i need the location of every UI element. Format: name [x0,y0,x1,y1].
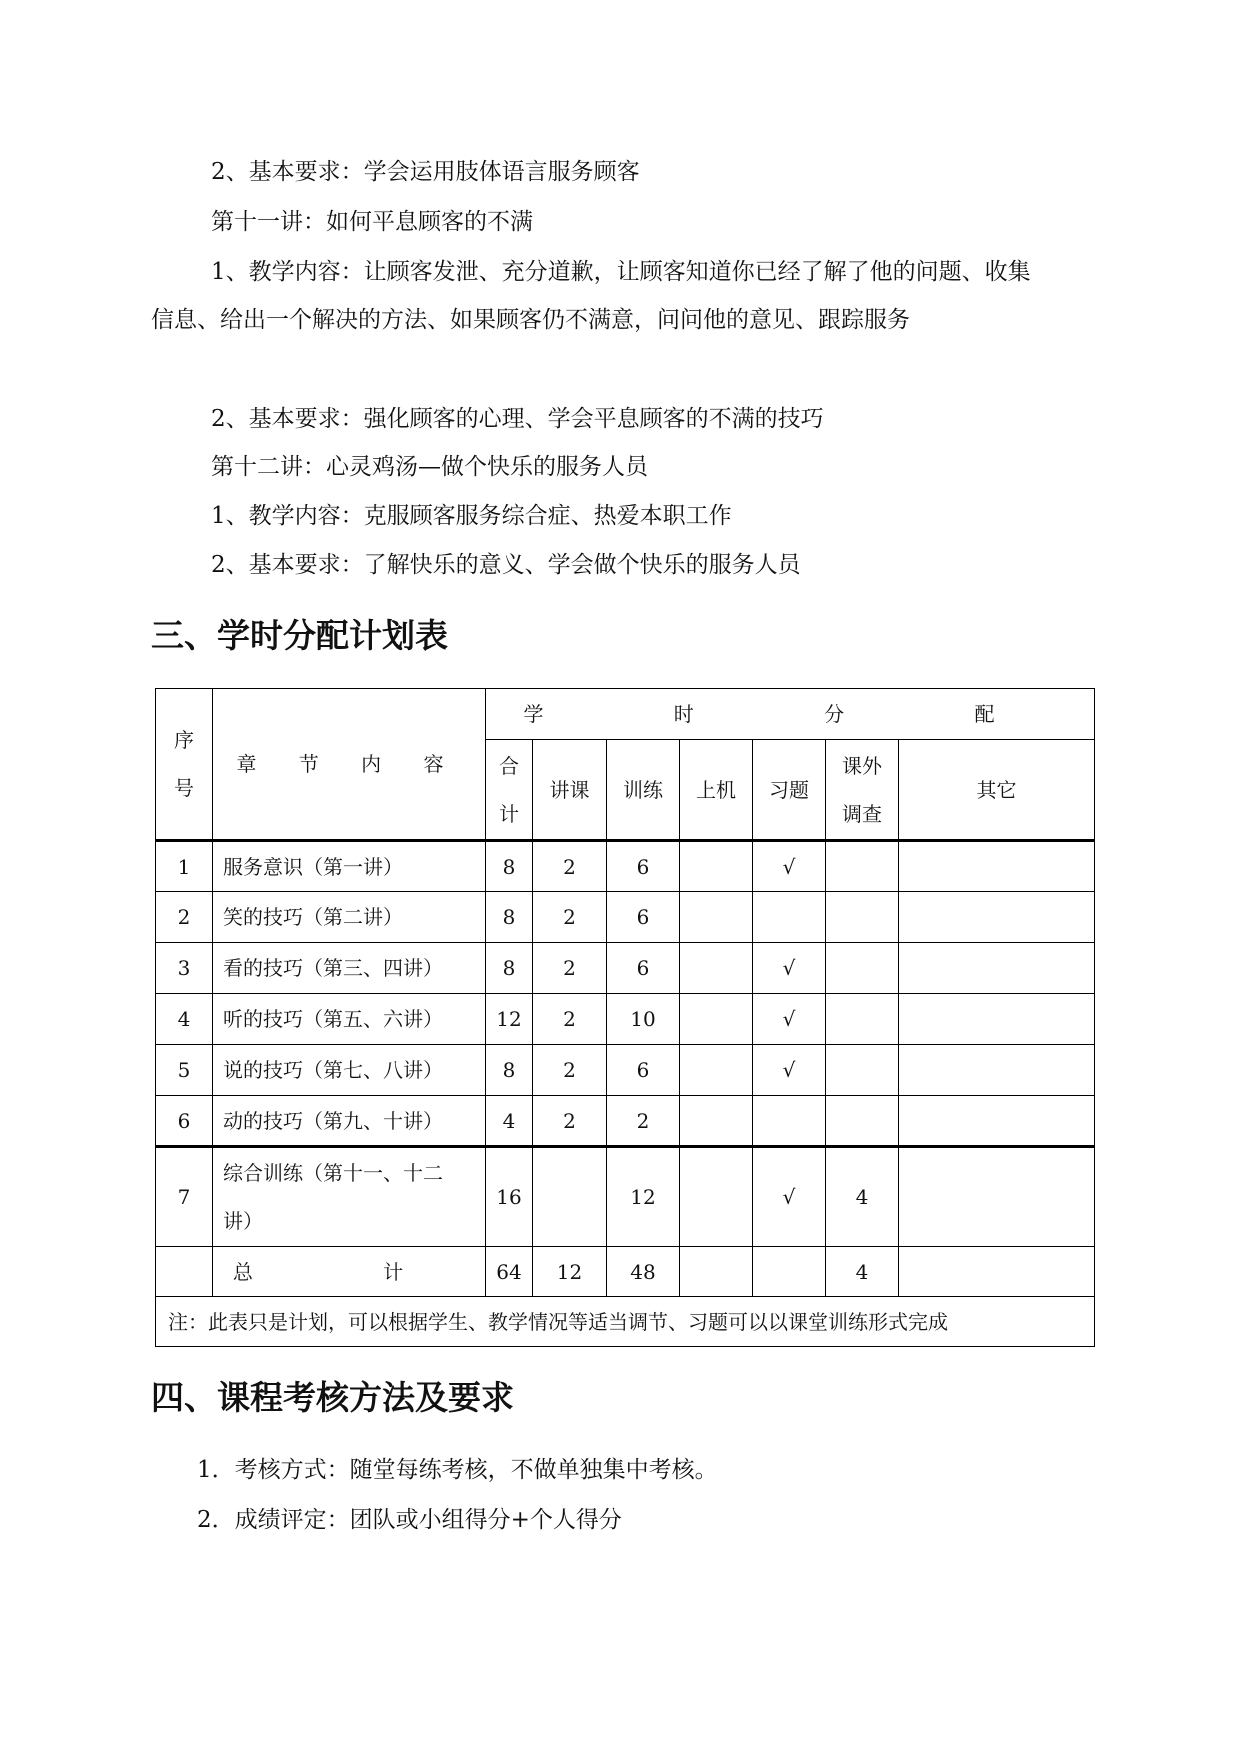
table-row: 3 看的技巧（第三、四讲） 8 2 6 √ [156,943,1095,994]
paragraph: 2、基本要求：强化顾客的心理、学会平息顾客的不满的技巧 [211,406,824,432]
section-heading: 三、学时分配计划表 [151,616,448,655]
header-exercise: 习题 [753,740,826,841]
table-row: 7 综合训练（第十一、十二讲） 16 12 √ 4 [156,1147,1095,1247]
header-survey: 课外调查 [826,740,899,841]
table-row: 1 服务意识（第一讲） 8 2 6 √ [156,841,1095,892]
header-lecture: 讲课 [533,740,607,841]
paragraph: 第十一讲：如何平息顾客的不满 [211,209,533,235]
header-computer: 上机 [680,740,753,841]
check-mark: √ [753,1045,826,1096]
header-content: 章 节 内 容 [213,689,486,841]
header-total: 合计 [486,740,533,841]
table-row: 5 说的技巧（第七、八讲） 8 2 6 √ [156,1045,1095,1096]
check-mark: √ [753,1147,826,1247]
list-item: 1．考核方式：随堂每练考核，不做单独集中考核。 [197,1457,718,1483]
table-note-row [156,1297,1095,1347]
schedule-table [155,688,1095,1347]
header-training: 训练 [607,740,680,841]
paragraph: 2、基本要求：学会运用肢体语言服务顾客 [211,159,640,185]
table-row: 6 动的技巧（第九、十讲） 4 2 2 [156,1096,1095,1147]
paragraph: 第十二讲：心灵鸡汤—做个快乐的服务人员 [211,454,648,480]
list-item: 2．成绩评定：团队或小组得分+个人得分 [197,1507,622,1533]
header-seq: 序号 [156,689,213,841]
paragraph: 1、教学内容：克服顾客服务综合症、热爱本职工作 [211,503,732,529]
table-sum-row: 总 计 64 12 48 4 [156,1247,1095,1297]
table-note: 注：此表只是计划，可以根据学生、教学情况等适当调节、习题可以以课堂训练形式完成 [156,1297,1095,1347]
table-row: 4 听的技巧（第五、六讲） 12 2 10 √ [156,994,1095,1045]
paragraph: 1、教学内容：让顾客发泄、充分道歉，让顾客知道你已经了解了他的问题、收集 [211,259,1031,285]
header-group: 学 时 分 配 [486,689,1095,740]
check-mark: √ [753,841,826,892]
table-row: 2 笑的技巧（第二讲） 8 2 6 [156,892,1095,943]
check-mark: √ [753,994,826,1045]
header-other: 其它 [899,740,1095,841]
check-mark: √ [753,943,826,994]
paragraph: 2、基本要求：了解快乐的意义、学会做个快乐的服务人员 [211,552,801,578]
paragraph: 信息、给出一个解决的方法、如果顾客仍不满意，问问他的意见、跟踪服务 [151,307,910,333]
section-heading: 四、课程考核方法及要求 [151,1378,514,1417]
